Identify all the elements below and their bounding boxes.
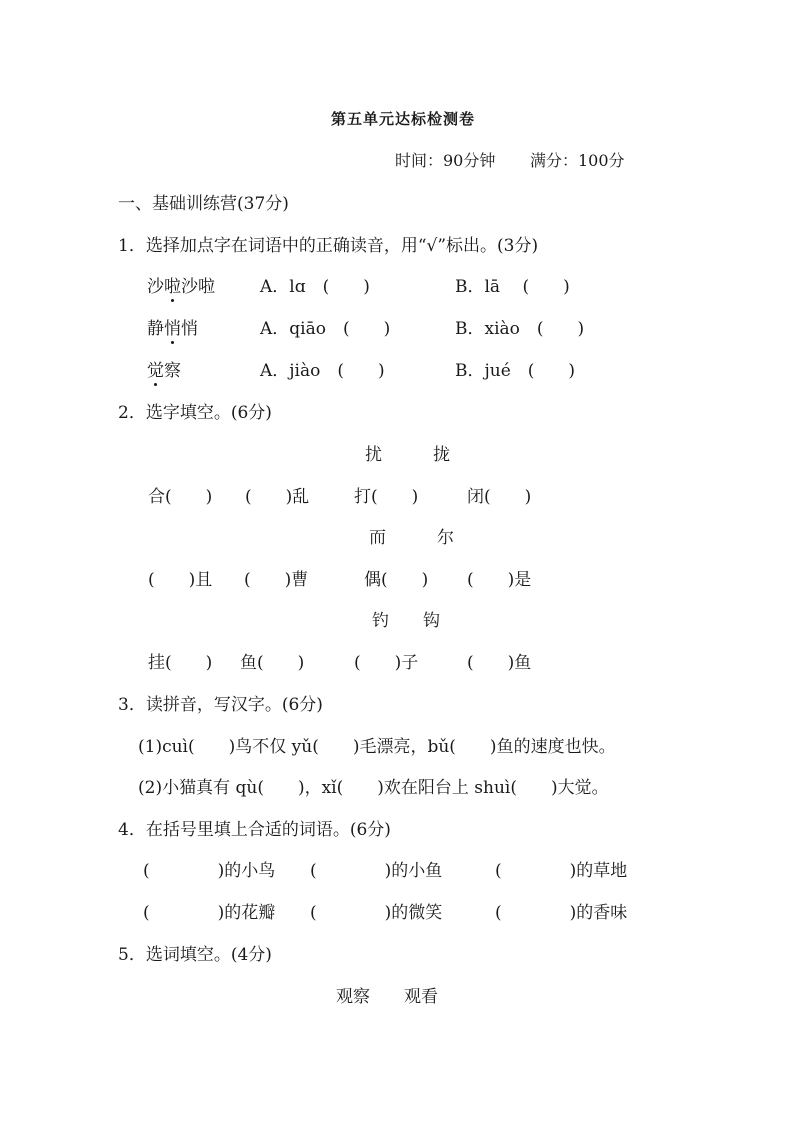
- q1-option-b-3[interactable]: B．jué ( ): [455, 361, 576, 381]
- word-text: 悄: [181, 319, 198, 339]
- q1-word-3: [147, 356, 181, 381]
- q2-choices-3: 钓 钩: [372, 611, 440, 631]
- q2-blank[interactable]: ( )曹: [244, 570, 309, 590]
- q4-blank[interactable]: ( )的花瓣: [143, 903, 276, 923]
- q1-option-a-1[interactable]: A．lɑ ( ): [260, 277, 370, 297]
- dotted-char: 啦: [164, 272, 181, 297]
- q1-word-2: [147, 314, 198, 339]
- time-limit: 时间：90分钟: [395, 151, 496, 170]
- q2-blank[interactable]: 挂( ): [148, 653, 213, 673]
- question-2-prompt: 2．选字填空。(6分): [118, 403, 272, 423]
- q1-option-b-1[interactable]: B．lā ( ): [455, 277, 570, 297]
- q2-blank[interactable]: ( )鱼: [467, 653, 532, 673]
- q2-blank[interactable]: 鱼( ): [240, 653, 305, 673]
- q3-line-1[interactable]: (1)cuì( )鸟不仅 yǔ( )毛漂亮，bǔ( )鱼的速度也快。: [138, 737, 616, 757]
- q4-blank[interactable]: ( )的微笑: [310, 903, 443, 923]
- q1-option-a-3[interactable]: A．jiào ( ): [260, 361, 385, 381]
- q4-blank[interactable]: ( )的香味: [495, 903, 628, 923]
- q2-blank[interactable]: ( )乱: [245, 487, 310, 507]
- q4-blank[interactable]: ( )的草地: [495, 861, 628, 881]
- q4-blank[interactable]: ( )的小鱼: [310, 861, 443, 881]
- q4-blank[interactable]: ( )的小鸟: [143, 861, 276, 881]
- full-score: 满分：100分: [530, 151, 625, 170]
- question-5-prompt: 5．选词填空。(4分): [118, 945, 272, 965]
- q2-choices-1: 扰 拢: [365, 445, 450, 465]
- q2-blank[interactable]: ( )是: [467, 570, 532, 590]
- section-heading: 一、基础训练营(37分): [118, 194, 289, 214]
- page-title: 第五单元达标检测卷: [331, 110, 476, 128]
- question-4-prompt: 4．在括号里填上合适的词语。(6分): [118, 820, 391, 840]
- q2-blank[interactable]: ( )且: [148, 570, 213, 590]
- dotted-char: 觉: [147, 356, 164, 381]
- q2-blank[interactable]: 打( ): [354, 487, 419, 507]
- word-text: 察: [164, 361, 181, 381]
- q2-blank[interactable]: 偶( ): [364, 570, 429, 590]
- word-text: 静: [147, 319, 164, 339]
- word-text: 沙啦: [181, 277, 215, 297]
- q1-word-1: [147, 272, 215, 297]
- question-1-prompt: 1．选择加点字在词语中的正确读音，用“√”标出。(3分): [118, 236, 539, 256]
- q2-blank[interactable]: 合( ): [148, 487, 213, 507]
- q2-choices-2: 而 尔: [369, 528, 454, 548]
- q2-blank[interactable]: ( )子: [354, 653, 419, 673]
- q3-line-2[interactable]: (2)小猫真有 qù( )，xǐ( )欢在阳台上 shuì( )大觉。: [138, 778, 609, 798]
- q5-choices: 观察 观看: [336, 987, 438, 1007]
- question-3-prompt: 3．读拼音，写汉字。(6分): [118, 695, 323, 715]
- q2-blank[interactable]: 闭( ): [467, 487, 532, 507]
- q1-option-a-2[interactable]: A．qiāo ( ): [260, 319, 391, 339]
- word-text: 沙: [147, 277, 164, 297]
- q1-option-b-2[interactable]: B．xiào ( ): [455, 319, 585, 339]
- dotted-char: 悄: [164, 314, 181, 339]
